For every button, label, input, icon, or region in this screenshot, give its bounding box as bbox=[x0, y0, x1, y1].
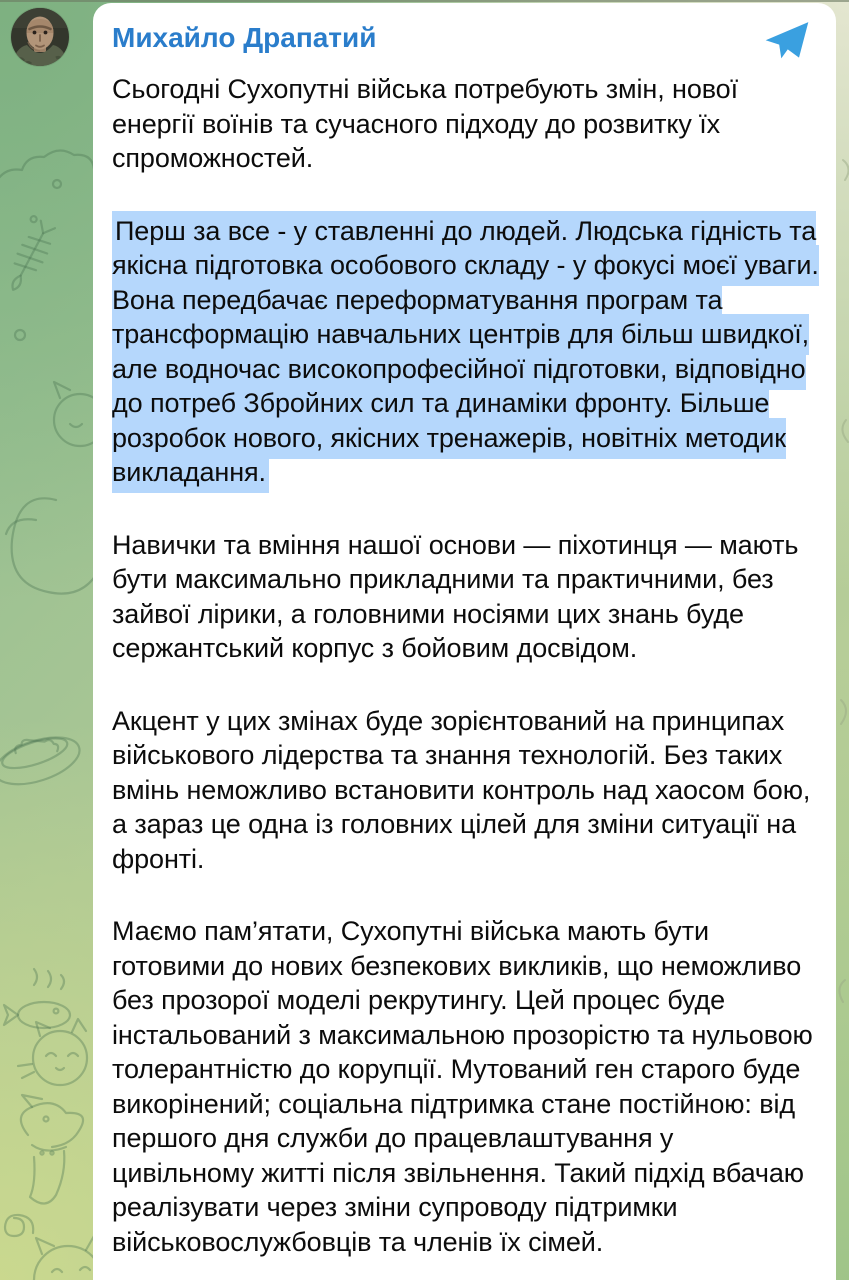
top-edge-divider bbox=[0, 0, 849, 2]
cat-face-doodle-icon bbox=[18, 1019, 87, 1085]
message-paragraph bbox=[112, 914, 820, 1259]
sender-name[interactable]: Михайло Драпатий bbox=[112, 22, 377, 53]
dot-doodle-icon bbox=[53, 180, 61, 188]
paragraph-text: Маємо пам’ятати, Сухопутні війська мають бути готовими до нових безпекових викликів, що неможливо без прозорої моделі рекрутингу. Цей процес буде інстальований з максимальною прозорістю та нульовою толерантністю до корупції. Мутований ген старого буде викорінений; соціальна підтримка стане постійною: від першого дня служби до працевлаштування у цивільному житті після звільнення. Такий підхід вбачаю реалізувати через зміни супроводу підтримки військовослужбовців та членів їх сімей. bbox=[112, 916, 813, 1257]
message-paragraph bbox=[112, 72, 820, 176]
cloud-doodle-icon bbox=[0, 150, 94, 192]
telegram-plane-icon[interactable] bbox=[764, 21, 810, 61]
selected-text: Перш за все - у ставленні до людей. Людська гідність та якісна підготовка особового складу - у фокусі моєї уваги. Вона передбачає переформатування програм та трансформацію навчальних центрів для більш швидкої, але водночас високопрофесійної підготовки, відповідно до потреб Збройних сил та динаміки фронту. Більше розробок нового, якісних тренажерів, новітніх методик викладання. bbox=[112, 211, 819, 494]
message-text bbox=[112, 72, 820, 1259]
spiral-doodle-icon bbox=[5, 1215, 33, 1236]
paragraph-text: Акцент у цих змінах буде зорієнтований на принципах військового лідерства та знання технологій. Без таких вмінь неможливо встановити контроль над хаосом бою, а зараз це одна із головних цілей для зміни ситуації на фронті. bbox=[112, 705, 811, 874]
right-strip-doodles-icon bbox=[839, 160, 848, 1002]
profile-photo-icon bbox=[11, 8, 69, 66]
fish-doodle-icon bbox=[4, 969, 70, 1028]
paragraph-text: Сьогодні Сухопутні війська потребують змін, нової енергії воїнів та сучасного підходу до розвитку їх спроможностей. bbox=[112, 74, 738, 173]
pet-bowl-doodle-icon bbox=[0, 725, 85, 794]
message-header bbox=[112, 21, 820, 61]
avatar[interactable] bbox=[11, 8, 69, 66]
message-bubble bbox=[93, 3, 836, 1280]
dog-doodle-icon bbox=[21, 1095, 83, 1204]
paragraph-text: Навички та вміння нашої основи — піхотинця — мають бути максимально прикладними та практичними, без зайвої лірики, а головними носіями цих знань буде сержантський корпус з бойовим досвідом. bbox=[112, 529, 799, 663]
dot-doodle-icon bbox=[15, 330, 25, 340]
message-paragraph bbox=[112, 704, 820, 877]
message-paragraph bbox=[112, 214, 820, 490]
cat-peek-doodle-icon bbox=[34, 1236, 102, 1280]
message-paragraph bbox=[112, 528, 820, 666]
fishbone-doodle-icon bbox=[0, 215, 60, 296]
paper-plane-glyph bbox=[764, 21, 810, 61]
